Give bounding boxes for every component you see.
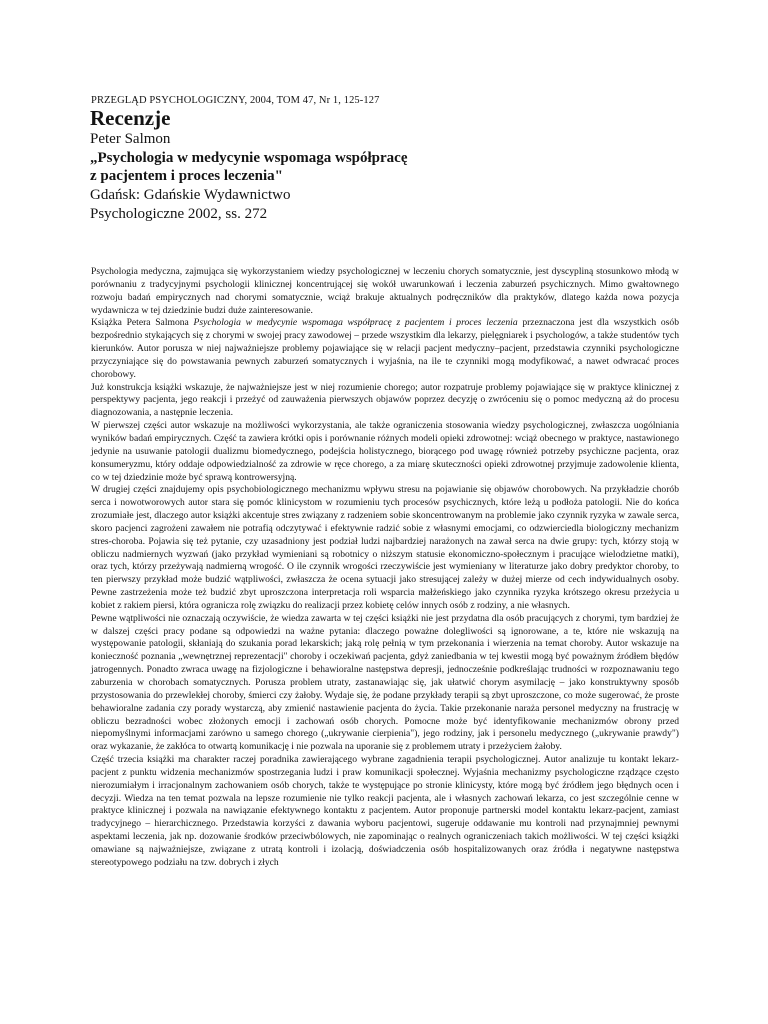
review-author: Peter Salmon bbox=[90, 131, 171, 147]
book-title-line-2: z pacjentem i proces leczenia" bbox=[90, 168, 283, 184]
paragraph: Już konstrukcja książki wskazuje, że najważniejsze jest w niej rozumienie chorego; autor rozpatruje problemy pojawiające się w praktyce klinicznej z perspektywy pacjenta, jego reakcji i przeżyć od zauważenia pierwszych objawów poprzez decyzję o zwróceniu się o pomoc medyczną aż do procesu diagnozowania, a następnie leczenia. bbox=[91, 381, 679, 419]
section-heading: Recenzje bbox=[90, 106, 171, 130]
paragraph-text: Książka Petera Salmona bbox=[91, 317, 194, 329]
journal-citation: PRZEGLĄD PSYCHOLOGICZNY, 2004, TOM 47, Nr 1, 125-127 bbox=[91, 95, 380, 106]
paragraph: Część trzecia książki ma charakter raczej poradnika zawierającego wybrane zagadnienia terapii psychologicznej. Autor analizuje tu kontakt lekarz-pacjent z punktu widzenia mechanizmów spostrzegania ludzi i praw komunikacji społecznej. Wyjaśnia mechanizmy psychologiczne rządzące często nierozumiałym i irracjonalnym zachowaniem osób chorych, także te występujące po stronie klinicysty, które mogą być źródłem jego błędnych ocen i decyzji. Wiedza na ten temat pozwala na lepsze rozumienie nie tylko reakcji pacjenta, ale i własnych zachowań lekarza, co jest szczególnie cenne w praktyce klinicznej i pozwala na nawiązanie efektywnego kontaktu z pacjentem. Autor proponuje partnerski model kontaktu lekarz-pacjent, zamiast tradycyjnego – hierarchicznego. Przedstawia korzyści z dawania wyboru pacjentowi, sugeruje oddawanie mu kontroli nad przynajmniej pewnymi aspektami leczenia, jak np. dozowanie środków przeciwbólowych, nie zapominając o realnych ograniczeniach takich możliwości. W tej części książki omawiane są najważniejsze, związane z utratą kontroli i izolacją, doświadczenia osób hospitalizowanych oraz źródła i negatywne następstwa stereotypowego podziału na tzw. dobrych i złych bbox=[91, 754, 679, 868]
paragraph: Pewne wątpliwości nie oznaczają oczywiście, że wiedza zawarta w tej części książki nie jest przydatna dla osób pracujących z chorymi, tym bardziej że w dalszej części pracy podane są odpowiedzi na ważne pytania: dlaczego poważne dolegliwości są ignorowane, a te, które nie wskazują na występowanie patologii, skłaniają do szukania porad lekarskich; jaką rolę pełnią w tym przekonania i wierzenia na temat choroby. Autor wskazuje na konieczność poznania „wewnętrznej reprezentacji" choroby i oczekiwań pacjenta, gdyż zaniedbania w tej kwestii mogą być poważnym źródłem błędów jatrogennych. Ponadto zwraca uwagę na fizjologiczne i behawioralne następstwa depresji, jednocześnie podkreślając trudności w rozpoznawaniu tego zaburzenia w chorobach somatycznych. Porusza problem utraty, zastanawiając się, jak ułatwić chorym asymilację – jako konstruktywny sposób przystosowania do przewlekłej choroby, śmierci czy żałoby. Wydaje się, że podane przykłady terapii są zbyt uproszczone, co może sugerować, że proste behawioralne zadania czy porady wystarczą, aby zmienić nastawienie pacjenta do życia. Takie przekonanie naraża personel medyczny na frustrację w obliczu bezradności wobec złożonych emocji i zachowań osób chorych. Pomocne może być identyfikowanie mechanizmów obrony przed niepomyślnymi informacjami zarówno u samego chorego („ukrywanie cierpienia"), jego rodziny, jak i personelu medycznego („ukrywanie prawdy") oraz wykazanie, że zakłóca to otwartą komunikację i nie pozwala na uporanie się z problemem utraty i przeżyciem żałoby. bbox=[91, 612, 679, 753]
paragraph-text: przeznaczona jest dla wszystkich osób bezpośrednio stykających się z chorymi w swojej pracy zawodowej – przede wszystkim dla lekarzy, pielęgniarek i psychologów, a także studentów tych kierunków. Autor porusza w niej najważniejsze problemy pojawiające się w relacji pacjent medyczny–pacjent, przedstawia czynniki psychologiczne przyczyniające się do powstawania pewnych zaburzeń somatycznych i wyjaśnia, na ile te czynniki mogą modyfikować, a nawet odwracać proces chorobowy. bbox=[91, 317, 680, 380]
book-title-line-1: „Psychologia w medycynie wspomaga współpracę bbox=[90, 150, 408, 166]
paragraph: W drugiej części znajdujemy opis psychobiologicznego mechanizmu wpływu stresu na pojawianie się objawów chorobowych. Na przykładzie chorób serca i nowotworowych autor stara się pomóc klinicystom w rozumieniu tych procesów psychicznych, które leżą u podłoża patologii. Nie do końca zrozumiałe jest, dlaczego autor książki akcentuje stres związany z radzeniem sobie skoncentrowanym na problemie jako czynnik ryzyka w zawale serca, skoro pacjenci zagrożeni zawałem nie potrafią odczytywać i efektywnie radzić sobie z własnymi emocjami, co odzwierciedla biologiczny mechanizm stres-choroba. Pojawia się też pytanie, czy uzasadniony jest podział ludzi najbardziej narażonych na zawał serca na dwie grupy: tych, którzy stoją w obliczu nadmiernych wyzwań (jako przykład wymieniani są robotnicy o niższym statusie ekonomiczno-społecznym i pracujące wielodzietne matki), oraz tych, którzy przeżywają nadmierną wrogość. O ile czynnik wrogości rzeczywiście jest wymieniany w literaturze jako dobry predyktor choroby, to ten pierwszy przykład może budzić wątpliwości, zwłaszcza że ocena sytuacji jako stresującej zależy w dużej mierze od cech indywidualnych osoby. Pewne zastrzeżenia może też budzić zbyt uproszczona interpretacja roli wsparcia małżeńskiego jako czynnika ryzyka krótszego okresu przeżycia u kobiet z rakiem piersi, która ogranicza rolę związku do realizacji przez kobietę celów innych osób z rodziny, a nie własnych. bbox=[91, 484, 679, 611]
review-body bbox=[91, 266, 679, 870]
publisher-line: Gdańsk: Gdańskie Wydawnictwo bbox=[90, 187, 291, 203]
paragraph bbox=[91, 317, 679, 381]
publisher-info-line: Psychologiczne 2002, ss. 272 bbox=[90, 206, 268, 222]
paragraph: W pierwszej części autor wskazuje na możliwości wykorzystania, ale także ograniczenia stosowania wiedzy psychologicznej, zwłaszcza uogólniania wyników badań empirycznych. Część ta zawiera krótki opis i porównanie różnych modeli opieki zdrowotnej: wciąż obecnego w praktyce, nastawionego jedynie na usuwanie patologii dualizmu biomedycznego, podejścia holistycznego, biorącego pod uwagę również potrzeby psychiczne pacjenta, oraz konsumeryzmu, który oddaje odpowiedzialność za zdrowie w ręce chorego, a za miarę skuteczności opieki zdrowotnej przyjmuje zadowolenie klienta, co w tej dziedzinie może być sprawą kontrowersyjną. bbox=[91, 420, 679, 483]
paragraph: Psychologia medyczna, zajmująca się wykorzystaniem wiedzy psychologicznej w leczeniu chorych somatycznie, jest dyscypliną stosunkowo młodą w porównaniu z tradycyjnymi psychologii klinicznej koncentrującej się wokół uwarunkowań i leczenia zaburzeń psychicznych. Mimo gwałtownego rozwoju badań empirycznych nad chorymi somatycznie, wciąż brakuje aktualnych podręczników dla praktyków, dlatego każda nowa pozycja wydawnicza w tej dziedzinie budzi duże zainteresowanie. bbox=[91, 266, 679, 316]
book-title-italic: Psychologia w medycynie wspomaga współpracę z pacjentem i proces leczenia bbox=[193, 317, 518, 329]
